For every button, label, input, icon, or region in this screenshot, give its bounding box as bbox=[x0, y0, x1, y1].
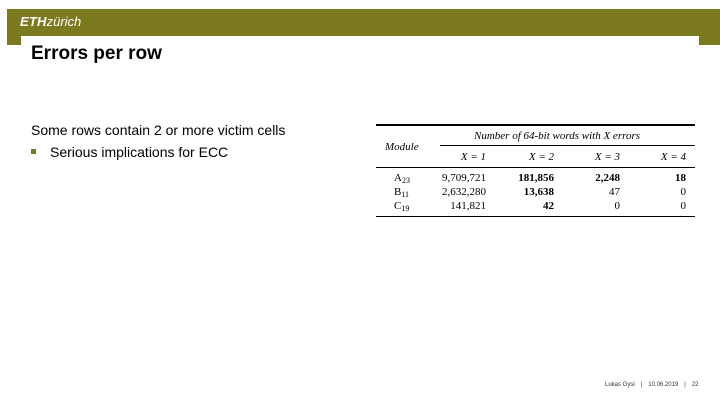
slide-title: Errors per row bbox=[31, 43, 162, 64]
row-c-module bbox=[394, 200, 409, 215]
footer-page-number: 22 bbox=[691, 382, 699, 388]
logo-eth: ETH bbox=[20, 14, 47, 29]
row-c-x2: 42 bbox=[543, 200, 554, 212]
col-header-x2: X = 2 bbox=[528, 151, 554, 163]
row-b-x2: 13,638 bbox=[523, 186, 554, 198]
row-b-module bbox=[394, 186, 409, 201]
logo-zurich: zürich bbox=[46, 14, 82, 29]
row-c-sub: 19 bbox=[401, 204, 410, 213]
body-text: Some rows contain 2 or more victim cells bbox=[31, 122, 286, 138]
row-a-x2: 181,856 bbox=[518, 172, 554, 184]
footer-separator-1: | bbox=[640, 382, 643, 388]
row-a-letter: A bbox=[394, 172, 402, 184]
row-c-letter: C bbox=[394, 200, 402, 212]
row-c-x4: 0 bbox=[680, 200, 686, 212]
row-a-sub: 23 bbox=[401, 176, 410, 185]
row-c-x1: 141,821 bbox=[450, 200, 486, 212]
error-table bbox=[376, 124, 695, 218]
bullet-text: Serious implications for ECC bbox=[50, 144, 229, 160]
col-header-x3: X = 3 bbox=[594, 151, 620, 163]
row-b-sub: 11 bbox=[401, 190, 410, 199]
footer-date: 10.06.2019 bbox=[648, 382, 679, 388]
group-header: Number of 64-bit words with X errors bbox=[474, 130, 641, 142]
row-b-x4: 0 bbox=[680, 186, 686, 198]
row-b-x3: 47 bbox=[609, 186, 620, 198]
bullet-item bbox=[31, 143, 228, 161]
group-rule bbox=[440, 145, 695, 146]
table-top-rule bbox=[376, 124, 695, 126]
col-header-x1: X = 1 bbox=[460, 151, 486, 163]
module-header: Module bbox=[385, 141, 419, 153]
row-b-x1: 2,632,280 bbox=[442, 186, 486, 198]
footer bbox=[605, 381, 705, 389]
row-a-module bbox=[394, 172, 410, 187]
header-rule bbox=[376, 167, 695, 168]
footer-separator-2: | bbox=[684, 382, 686, 388]
row-a-x3: 2,248 bbox=[595, 172, 620, 184]
row-a-x1: 9,709,721 bbox=[442, 172, 486, 184]
col-header-x4: X = 4 bbox=[660, 151, 686, 163]
eth-zurich-logo bbox=[20, 14, 81, 30]
bullet-icon bbox=[31, 149, 36, 154]
table-bottom-rule bbox=[376, 216, 695, 217]
footer-author: Lukas Gysi bbox=[605, 382, 635, 388]
row-c-x3: 0 bbox=[614, 200, 620, 212]
row-b-letter: B bbox=[394, 186, 402, 198]
row-a-x4: 18 bbox=[675, 172, 686, 184]
